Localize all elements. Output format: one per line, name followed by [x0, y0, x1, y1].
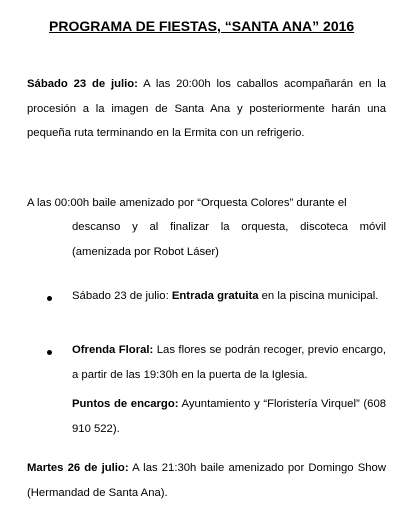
date-label: Sábado 23 de julio:	[27, 78, 138, 90]
paragraph-text: A las 21:30h baile amenizado por Domingo Show (Hermandad de Santa Ana).	[27, 462, 386, 499]
document-title: PROGRAMA DE FIESTAS, “SANTA ANA” 2016	[49, 18, 355, 34]
paragraph-text: Ayuntamiento y “Floristería Virquel” (608 910 522).	[72, 398, 387, 435]
paragraph-dance-continued: descanso y al finalizar la orquesta, discoteca móvil (amenizada por Robot Láser)	[72, 221, 386, 258]
order-points-label: Puntos de encargo:	[72, 398, 179, 410]
bullet-dot	[47, 296, 52, 301]
bullet-text: Sábado 23 de julio:	[72, 290, 172, 302]
paragraph-tuesday-dance	[27, 456, 386, 505]
paragraph-text: A las 20:00h los caballos acompañarán en la procesión a la imagen de Santa Ana y posteriormente harán una pequeña ruta terminando en la Ermita con un refrigerio.	[27, 78, 386, 139]
bullet-dot	[47, 350, 52, 355]
paragraph-order-points	[72, 392, 386, 441]
bullet-item-floral-offering	[72, 338, 386, 387]
paragraph-dance-first-line: A las 00:00h baile amenizado por “Orquesta Colores” durante el	[27, 197, 347, 209]
paragraph-saturday-horses	[27, 72, 386, 146]
bullet-item-pool	[72, 284, 386, 309]
bullet-bold-text: Ofrenda Floral:	[72, 344, 154, 356]
date-label: Martes 26 de julio:	[27, 462, 129, 474]
bullet-bold-text: Entrada gratuita	[171, 290, 259, 302]
bullet-text: Las flores se podrán recoger, previo encargo, a partir de las 19:30h en la puerta de la Iglesia.	[72, 344, 386, 381]
bullet-text: en la piscina municipal.	[258, 290, 379, 302]
